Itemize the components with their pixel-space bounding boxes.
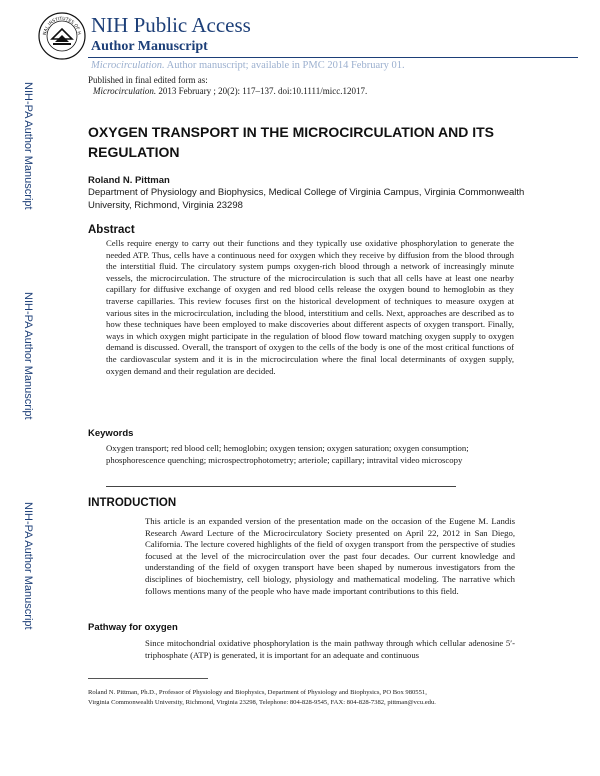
footnote-line-1: Roland N. Pittman, Ph.D., Professor of Physiology and Biophysics, Department of Physiology and Biophysics, PO Box 980551, [88,689,427,696]
side-label-3: NIH-PA Author Manuscript [22,502,34,630]
author-footnote [88,688,528,707]
citation: Microcirculation. 2013 February ; 20(2): 117–137. doi:10.1111/micc.12017. [93,86,368,96]
side-label-1: NIH-PA Author Manuscript [22,82,34,210]
introduction-heading: INTRODUCTION [88,497,177,509]
footnote-line-2: Virginia Commonwealth University, Richmond, Virginia 23298, Telephone: 804-828-9545, FAX: 804-828-7382, pittman@vcu.edu. [88,698,436,706]
introduction-text: This article is an expanded version of the presentation made on the occasion of the Eugene M. Landis Research Award Lecture of the Microcirculatory Society presented on April 22, 2012 in San Diego, California. The lecture covered highlights of the field of oxygen transport from the perspective of studies focused at the level of the microcirculation over the past four decades. Our current knowledge and understanding of the field of oxygen transport have been shaped by numerous investigators from the disciplines of biochemistry, cell biology, physiology and mathematical modeling. The narrative which follows mentions many of the people who have made important contributions to this field. [145,516,515,596]
side-label-2: NIH-PA Author Manuscript [22,292,34,420]
pathway-heading: Pathway for oxygen [88,622,178,633]
author-name: Roland N. Pittman [88,175,170,186]
article-title: OXYGEN TRANSPORT IN THE MICROCIRCULATION AND ITS REGULATION [88,124,494,160]
published-note: Published in final edited form as: [88,75,208,85]
availability-note: Microcirculation. Author manuscript; available in PMC 2014 February 01. [91,60,405,71]
author-affiliation: Department of Physiology and Biophysics, Medical College of Virginia Campus, Virginia Commonwealth University, Richmond, Virginia 23298 [88,187,525,211]
logo-text: NAL INSTITUTES OF H [42,16,82,36]
repository-subtitle: Author Manuscript [91,39,208,54]
nih-logo [38,12,86,60]
keywords-text: Oxygen transport; red blood cell; hemoglobin; oxygen tension; oxygen saturation; oxygen consumption; phosphorescence quenching; microspectrophotometry; arteriole; capillary; intravital video microscopy [106,443,469,465]
keywords-heading: Keywords [88,428,134,439]
section-divider [106,486,456,487]
pathway-text: Since mitochondrial oxidative phosphorylation is the main pathway through which cellular adenosine 5′-triphosphate (ATP) is generated, it is important for an adequate and continuous [145,638,515,660]
repository-title: NIH Public Access [91,13,251,37]
abstract-heading: Abstract [88,224,135,236]
abstract-text: Cells require energy to carry out their functions and they typically use oxidative phosphorylation to generate the needed ATP. Thus, cells have a continuous need for oxygen which they receive by diffusion from the blood through the interstitial fluid. The circulatory system pumps oxygen-rich blood through a network of increasingly minute vessels, the microcirculation. The structure of the microcirculation is such that all cells have at least one nearby capillary for diffusive exchange of oxygen and red blood cells release the oxygen bound to hemoglobin as they traverse capillaries. This review focuses first on the historical development of techniques to measure oxygen at various sites in the microcirculation, including the blood, interstitium and cells. Next, approaches are described as to how these techniques have been employed to make discoveries about different aspects of oxygen transport. Finally, ways in which oxygen might participate in the regulation of blood flow toward matching oxygen supply to oxygen demand is discussed. Overall, the transport of oxygen to the cells of the body is one of the most critical functions of the cardiovascular system and it is in the microcirculation where the final local determinants of oxygen supply, oxygen demand and their regulation are decided. [106,238,514,376]
footnote-divider [88,678,208,679]
header-divider [88,57,578,58]
